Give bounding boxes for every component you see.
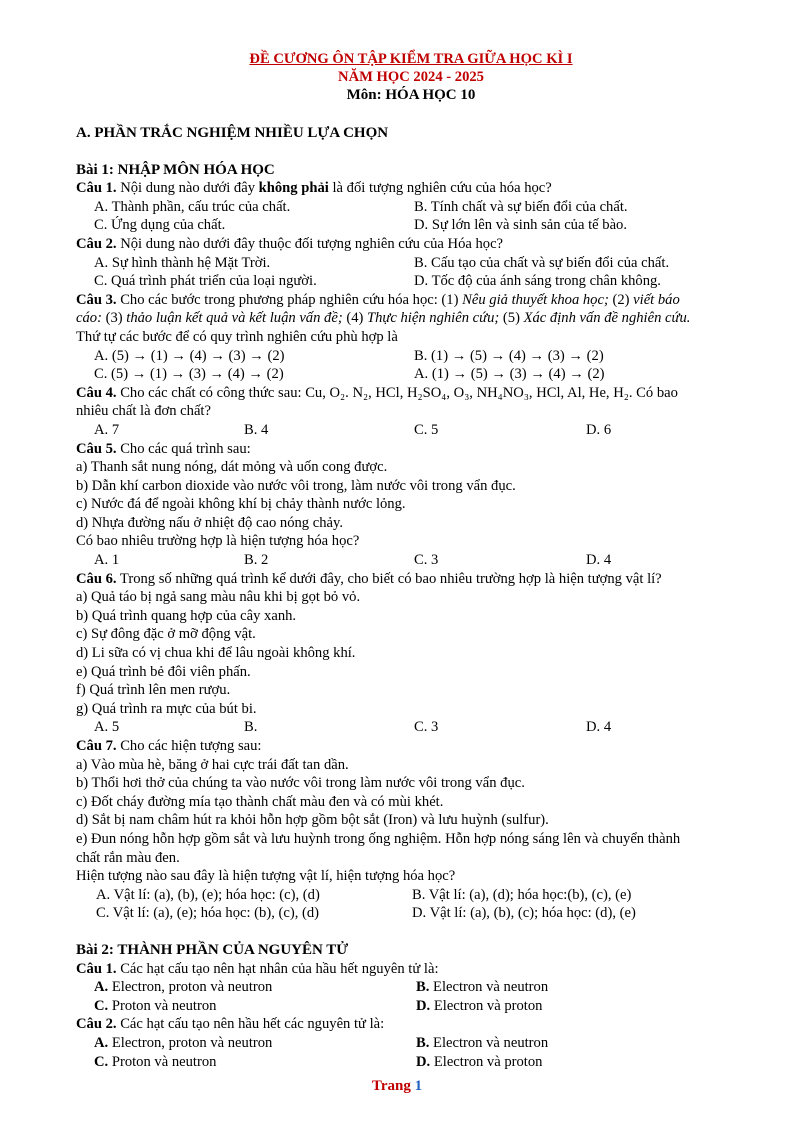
list-item: g) Quá trình ra mực của bút bi. (76, 700, 257, 717)
answer-row: A. Vật lí: (a), (b), (e); hóa học: (c), (d) B. Vật lí: (a), (d); hóa học:(b), (c), (e) (96, 886, 632, 903)
list-item: a) Thanh sắt nung nóng, dát mỏng và uốn cong được. (76, 459, 388, 476)
lesson-2-heading: Bài 2: THÀNH PHẦN CỦA NGUYÊN TỬ (76, 941, 349, 958)
list-item: d) Sắt bị nam châm hút ra khỏi hỗn hợp gồm bột sắt (Iron) và lưu huỳnh (sulfur). (76, 812, 549, 829)
list-item: a) Vào mùa hè, băng ở hai cực trái đất tan dần. (76, 756, 349, 773)
list-item: f) Quá trình lên men rượu. (76, 682, 231, 699)
document-header (76, 50, 746, 104)
page-footer (0, 1078, 794, 1095)
list-item: c) Đốt cháy đường mía tạo thành chất màu đen và có mùi khét. (76, 793, 444, 810)
answer-row: A. 7 B. 4 C. 5 D. 6 (94, 421, 612, 438)
answer-row: A. 1 B. 2 C. 3 D. 4 (94, 552, 612, 569)
answer-row: C. (5) → (1) → (3) → (4) → (2) A. (1) → (5) → (3) → (4) → (2) (94, 366, 605, 383)
question-4-stem: Câu 4. Cho các chất có công thức sau: Cu, O₂. N₂, HCl, H₂SO₄, O₃, NH₄NO₃, HCl, Al, He, H₂. Có bao (76, 384, 678, 401)
question-3-stem: Câu 3. Cho các bước trong phương pháp nghiên cứu hóa học: (1) Nêu giả thuyết khoa học; (2) viết báo (76, 291, 680, 308)
answer-row: A. Thành phần, cấu trúc của chất. B. Tính chất và sự biến đổi của chất. (94, 198, 628, 215)
answer-row: C. Proton và neutron D. Electron và proton (94, 1053, 543, 1070)
answer-row: A. Electron, proton và neutron B. Electron và neutron (94, 1034, 549, 1051)
list-item: c) Nước đá để ngoài không khí bị chảy thành nước lỏng. (76, 496, 406, 513)
answer-row: C. Vật lí: (a), (e); hóa học: (b), (c), (d) D. Vật lí: (a), (b), (c); hóa học: (d), (e) (96, 905, 636, 922)
page-number: 1 (414, 1078, 423, 1094)
answer-row: C. Proton và neutron D. Electron và proton (94, 997, 543, 1014)
answer-row: A. Sự hình thành hệ Mặt Trời. B. Cấu tạo của chất và sự biến đổi của chất. (94, 254, 670, 271)
answer-row: A. (5) → (1) → (4) → (3) → (2) B. (1) → (5) → (4) → (3) → (2) (94, 347, 604, 364)
b2-question-2-stem: Câu 2. Các hạt cấu tạo nên hầu hết các nguyên tử là: (76, 1016, 385, 1033)
answer-row: C. Quá trình phát triển của loại người. D. Tốc độ của ánh sáng trong chân không. (94, 273, 661, 290)
document-title: ĐỀ CƯƠNG ÔN TẬP KIỂM TRA GIỮA HỌC KÌ I (249, 51, 573, 67)
question-2-stem: Câu 2. Nội dung nào dưới đây thuộc đối tượng nghiên cứu của Hóa học? (76, 235, 504, 252)
question-7-stem: Câu 7. Cho các hiện tượng sau: (76, 738, 262, 754)
subject-line: Môn: HÓA HỌC 10 (346, 87, 476, 103)
question-4-stem-2: nhiêu chất là đơn chất? (76, 403, 211, 420)
list-item: chất rắn màu đen. (76, 849, 180, 866)
list-item: e) Đun nóng hỗn hợp gồm sắt và lưu huỳnh trong ống nghiệm. Hỗn hợp nóng sáng lên và chuyển thành (76, 830, 681, 847)
answer-row: A. 5 B. C. 3 D. 4 (94, 719, 612, 736)
list-item: b) Thổi hơi thở của chúng ta vào nước vôi trong làm nước vôi trong vẩn đục. (76, 775, 525, 792)
list-item: e) Quá trình bẻ đôi viên phấn. (76, 663, 251, 680)
section-a-heading: A. PHẦN TRẮC NGHIỆM NHIỀU LỰA CHỌN (76, 125, 389, 141)
question-1-stem: Câu 1. Nội dung nào dưới đây không phải là đối tượng nghiên cứu của hóa học? (76, 180, 552, 197)
list-item: a) Quả táo bị ngả sang màu nâu khi bị gọt bỏ vỏ. (76, 589, 361, 606)
document-page (76, 50, 746, 1071)
question-7-prompt: Hiện tượng nào sau đây là hiện tượng vật lí, hiện tượng hóa học? (76, 868, 456, 885)
page-word: Trang (371, 1078, 411, 1094)
question-3-stem-2: cáo: (3) thảo luận kết quả và kết luận vấn đề; (4) Thực hiện nghiên cứu; (5) Xác định vấn đề nghiên cứu. (76, 310, 691, 327)
list-item: c) Sự đông đặc ở mỡ động vật. (76, 626, 256, 643)
school-year: NĂM HỌC 2024 - 2025 (338, 69, 484, 85)
lesson-1-heading: Bài 1: NHẬP MÔN HÓA HỌC (76, 161, 275, 178)
answer-row: A. Electron, proton và neutron B. Electron và neutron (94, 979, 549, 996)
list-item: b) Dẫn khí carbon dioxide vào nước vôi trong, làm nước vôi trong vẩn đục. (76, 477, 516, 494)
question-6-stem: Câu 6. Trong số những quá trình kể dưới đây, cho biết có bao nhiêu trường hợp là hiện tượng vật lí? (76, 570, 662, 587)
question-5-stem: Câu 5. Cho các quá trình sau: (76, 440, 251, 457)
list-item: d) Li sữa có vị chua khi để lâu ngoài không khí. (76, 645, 356, 662)
question-3-stem-3: Thứ tự các bước để có quy trình nghiên cứu phù hợp là (76, 328, 398, 345)
list-item: d) Nhựa đường nấu ở nhiệt độ cao nóng chảy. (76, 514, 343, 531)
list-item: b) Quá trình quang hợp của cây xanh. (76, 607, 297, 624)
question-5-prompt: Có bao nhiêu trường hợp là hiện tượng hóa học? (76, 533, 360, 550)
answer-row: C. Ứng dụng của chất. D. Sự lớn lên và sinh sản của tế bào. (94, 217, 628, 234)
b2-question-1-stem: Câu 1. Các hạt cấu tạo nên hạt nhân của hầu hết nguyên tử là: (76, 960, 439, 977)
